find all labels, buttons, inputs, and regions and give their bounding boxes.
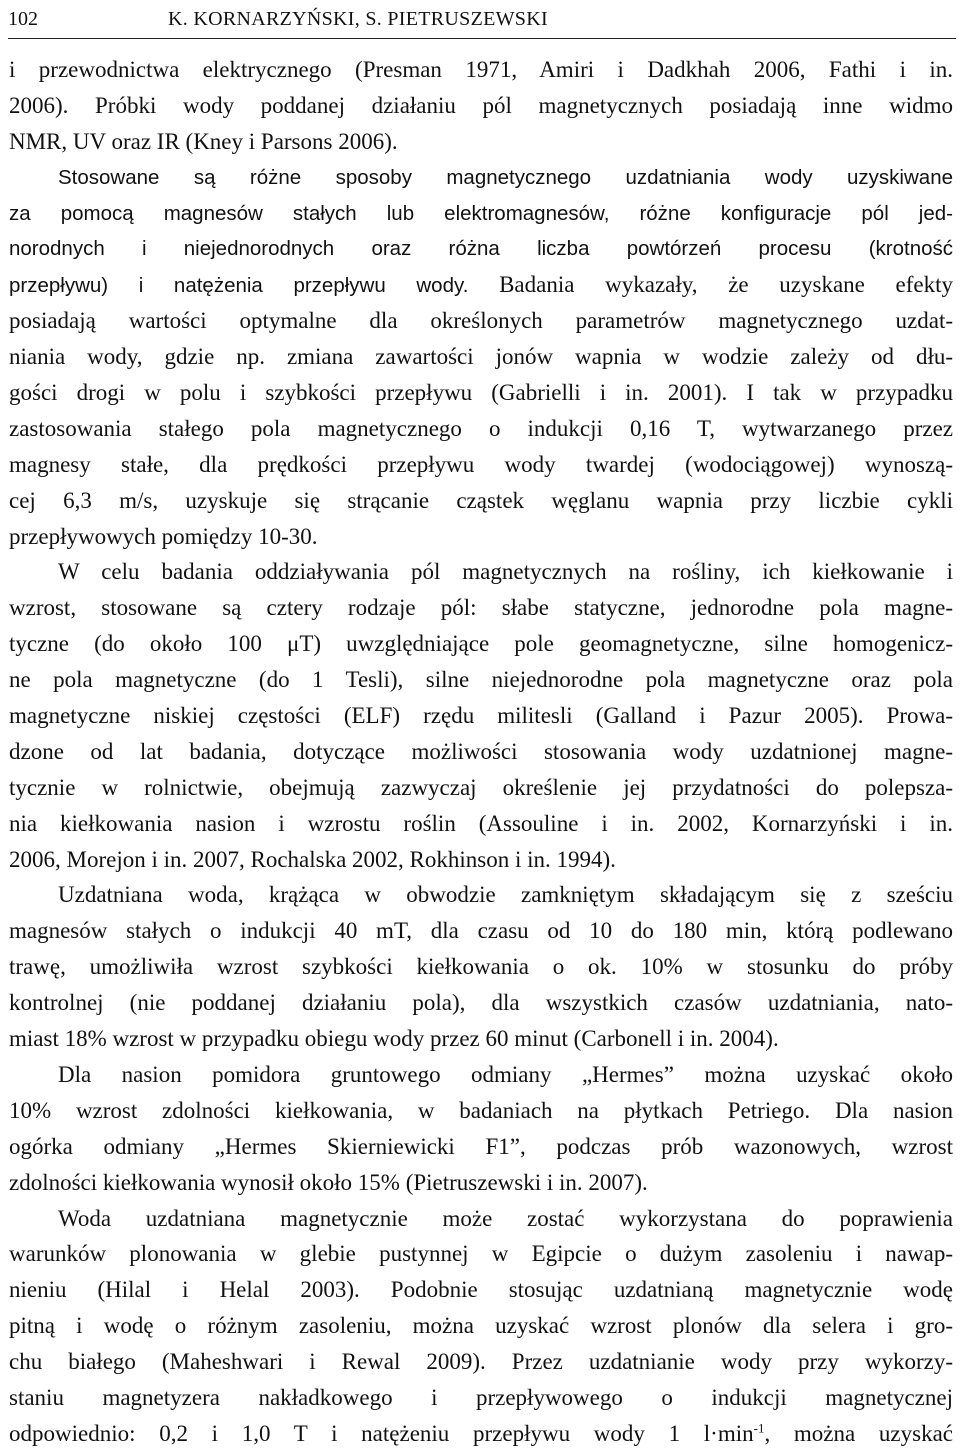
text-line: Woda uzdatniana magnetycznie może zostać wykorzystana do poprawienia (58, 1205, 953, 1231)
text-line: magnesy stałe, dla prędkości przepływu wody twardej (wodociągowej) wynoszą- (9, 451, 953, 477)
text-line: posiadają wartości optymalne dla określonych parametrów magnetycznego uzdat- (9, 308, 953, 334)
text-line: W celu badania oddziaływania pól magnetycznych na rośliny, ich kiełkowanie i (58, 559, 953, 585)
text-line (9, 339, 953, 375)
text-line: Stosowane są różne sposoby magnetycznego uzdatniania wody uzyskiwane (58, 165, 953, 189)
superscript-exponent: -1 (753, 1420, 765, 1436)
text-line: norodnych i niejednorodnych oraz różna liczba powtórzeń procesu (krotność (9, 237, 953, 261)
text-line: 10% wzrost zdolności kiełkowania, w badaniach na płytkach Petriego. Dla nasion (9, 1097, 953, 1123)
text-line: cej 6,3 m/s, uzyskuje się strącanie cząstek węglanu wapnia przy liczbie cykli (9, 487, 953, 513)
text-line: chu białego (Maheshwari i Rewal 2009). Przez uzdatnianie wody przy wykorzy- (9, 1349, 953, 1375)
text-line: tyczne (do około 100 μT) uwzględniające pole geomagnetyczne, silne homogenicz- (9, 631, 953, 657)
text-line: zdolności kiełkowania wynosił około 15% (Pietruszewski i in. 2007). (9, 1169, 648, 1195)
text-line: wzrost, stosowane są cztery rodzaje pól: słabe statyczne, jednorodne pola magne- (9, 595, 953, 621)
text-line: trawę, umożliwiła wzrost szybkości kiełkowania o ok. 10% w stosunku do próby (9, 954, 953, 980)
text-line: miast 18% wzrost w przypadku obiegu wody przez 60 minut (Carbonell i in. 2004). (9, 1026, 779, 1052)
text-line: Dla nasion pomidora gruntowego odmiany „Hermes” można uzyskać około (58, 1061, 953, 1087)
running-head-authors: K. KORNARZYŃSKI, S. PIETRUSZEWSKI (168, 8, 548, 30)
text-fragment: niania wody, gdzie np. (9, 344, 265, 370)
text-line: 2006, Morejon i in. 2007, Rochalska 2002, Rokhinson i in. 1994). (9, 846, 616, 872)
text-line: nieniu (Hilal i Helal 2003). Podobnie stosując uzdatnianą magnetycznie wodę (9, 1277, 953, 1303)
text-line: NMR, UV oraz IR (Kney i Parsons 2006). (9, 128, 398, 154)
running-header (8, 0, 956, 39)
page-number: 102 (8, 8, 38, 30)
text-line: za pomocą magnesów stałych lub elektromagnesów, różne konfiguracje pól jed- (9, 201, 953, 225)
text-line: Uzdatniana woda, krążąca w obwodzie zamkniętym składającym się z sześciu (58, 882, 953, 908)
body-text (9, 52, 953, 1452)
text-line: warunków plonowania w glebie pustynnej w Egipcie o dużym zasoleniu i nawap- (9, 1241, 953, 1267)
text-fragment: odpowiednio: 0,2 i 1,0 T i natężeniu przepływu wody 1 l·min (9, 1420, 754, 1446)
text-line: magnesów stałych o indukcji 40 mT, dla czasu od 10 do 180 min, którą podlewano (9, 918, 953, 944)
text-fragment: , można uzyskać (764, 1420, 953, 1446)
text-line: dzone od lat badania, dotyczące możliwości stosowania wody uzdatnionej magne- (9, 738, 953, 764)
text-line: tycznie w rolnictwie, obejmują zazwyczaj określenie jej przydatności do polepsza- (9, 774, 953, 800)
text-line: zastosowania stałego pola magnetycznego o indukcji 0,16 T, wytwarzanego przez (9, 415, 953, 441)
text-line: 2006). Próbki wody poddanej działaniu pól magnetycznych posiadają inne widmo (9, 92, 953, 118)
text-line: kontrolnej (nie poddanej działaniu pola), dla wszystkich czasów uzdatniania, nato- (9, 990, 953, 1016)
text-line: ogórka odmiany „Hermes Skierniewicki F1”, podczas prób wazonowych, wzrost (9, 1133, 953, 1159)
text-fragment: przepływu) i natężenia przepływu wody. (9, 274, 469, 298)
text-line: ne pola magnetyczne (do 1 Tesli), silne niejednorodne pola magnetyczne oraz pola (9, 667, 953, 693)
text-line: przepływowych pomiędzy 10-30. (9, 523, 318, 549)
text-fragment: Badania wykazały, że uzyskane efekty (499, 272, 954, 298)
text-fragment: zmiana zawartości jonów wapnia w wodzie zależy od dłu- (286, 344, 953, 370)
text-line: pitną i wodę o różnym zasoleniu, można uzyskać wzrost plonów dla selera i gro- (9, 1313, 953, 1339)
text-line: magnetyczne niskiej częstości (ELF) rzędu militesli (Galland i Pazur 2005). Prowa- (9, 703, 953, 729)
text-line (9, 267, 953, 303)
text-line: staniu magnetyzera nakładkowego i przepływowego o indukcji magnetycznej (9, 1384, 953, 1410)
text-line: gości drogi w polu i szybkości przepływu (Gabrielli i in. 2001). I tak w przypadku (9, 380, 953, 406)
text-line (9, 1416, 953, 1452)
text-line: i przewodnictwa elektrycznego (Presman 1971, Amiri i Dadkhah 2006, Fathi i in. (9, 57, 953, 82)
text-line: nia kiełkowania nasion i wzrostu roślin (Assouline i in. 2002, Kornarzyński i in. (9, 810, 953, 836)
